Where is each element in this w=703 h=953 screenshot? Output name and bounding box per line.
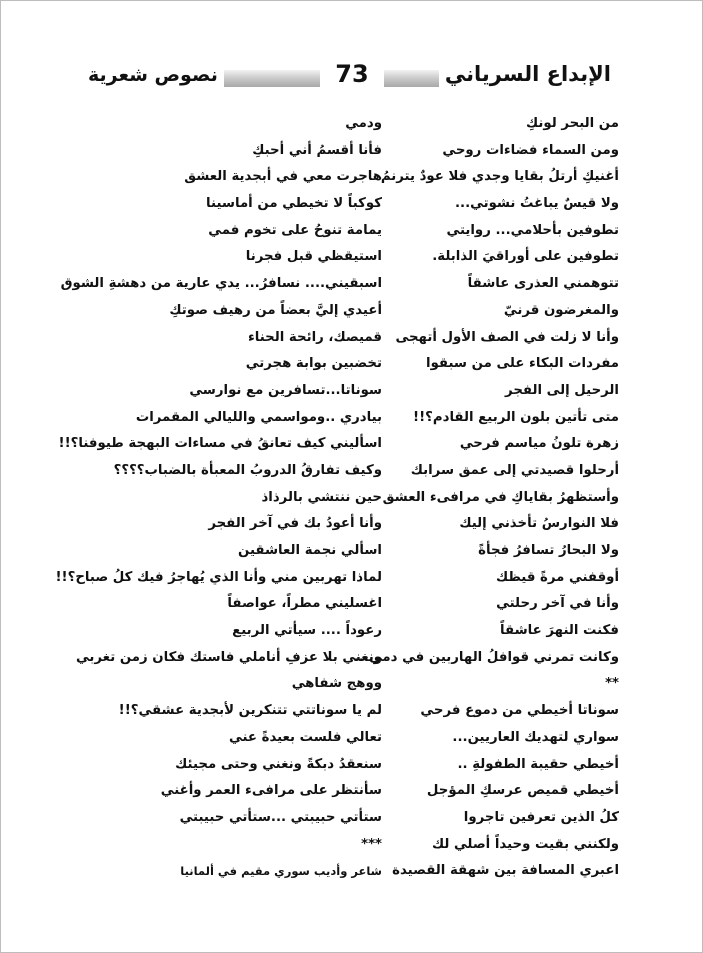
- poem-line: فأنا أقسمُ أني أحبكِ: [252, 142, 382, 158]
- poem-line: وكيف تفارقُ الدروبُ المعبأة بالضباب؟؟؟؟: [113, 462, 382, 478]
- poem-line: ستأتي حبيبتي ...ستأتي حبيبتي: [179, 809, 382, 825]
- poem-line: ووهج شفاهي: [291, 676, 382, 692]
- section-title: نصوص شعرية: [82, 60, 224, 90]
- poem-line: استيقظي قبل فجرنا: [245, 249, 382, 265]
- poem-line: وأنا لا زلت في الصف الأول أتهجى: [395, 329, 619, 345]
- poem-line: وكانت تمرني قوافلُ الهاربين في دمي...: [353, 649, 619, 665]
- poem-line: سواري لتهديك العاريين...: [452, 729, 619, 745]
- poem-line: تطوفين بأحلامي... روايتي: [446, 222, 619, 238]
- poem-line: فكنت النهرَ عاشقاً: [500, 623, 619, 639]
- poem-line: ومن السماء فضاءات روحي: [442, 142, 619, 158]
- poem-line: وأستظهرُ بقاياكِ في مرافىء العشق: [382, 489, 619, 505]
- poem-line: تطوفين على أوراقيَ الذابلة.: [432, 249, 619, 265]
- poem-line: تعالي فلست بعيدةً عني: [229, 729, 382, 745]
- poem-line: أخيطي حقيبة الطفولةِ ..: [457, 756, 619, 772]
- poem-line: لم يا سوناتتي تتنكرين لأبجدية عشقي؟!!: [118, 703, 382, 719]
- poem-line: **: [605, 676, 619, 692]
- poem-line: ودمي: [345, 116, 382, 131]
- poem-line: رعوداً .... سيأتي الربيع: [232, 623, 382, 639]
- poem-line: ونغني بلا عزفِ أناملي فاستك فكان زمن تغربي: [75, 649, 382, 665]
- poem-line: سوناتا أخيطي من دموع فرحي: [420, 703, 619, 719]
- poem-line: سنعقدُ دبكةً ونغني وحتى مجيئك: [175, 756, 382, 772]
- poem-line: اغسليني مطراً، عواصفاً: [227, 596, 382, 612]
- poem-line: اسأليني كيف تعانقُ في مساءات البهجة طيوفنا؟!!: [58, 436, 382, 452]
- poem-line: أخيطي قميص عرسكِ المؤجل: [426, 783, 619, 799]
- poem-line: أغنيكِ أرتلُ بقايا وجدي فلا عودٌ يترنمُ: [380, 169, 619, 185]
- poem-line: ***: [361, 836, 382, 852]
- poem-line: تتوهمني العذرى عاشقاً: [467, 276, 619, 292]
- poem-line: هاجرت معي في أبجدية العشق: [184, 169, 382, 185]
- author-note: شاعر وأديب سوري مقيم في ألمانيا: [180, 864, 382, 879]
- poem-line: سأنتظر على مرافىء العمر وأغني: [160, 783, 382, 799]
- poem-line: تخضبين بوابة هجرتي: [245, 356, 382, 372]
- poem-line: وأنا في آخر رحلتي: [496, 596, 619, 612]
- poem-line: والمغرضون قرنيّ: [503, 302, 619, 318]
- poem-line: اسبقيني.... نسافرُ... يدي عارية من دهشةِ الشوق: [60, 276, 382, 292]
- poem-line: حين ننتشي بالرذاذ: [261, 489, 382, 505]
- poem-line: لماذا تهربين مني وأنا الذي يُهاجرُ فيك كلُ صباح؟!!: [55, 569, 382, 585]
- page-number: 73: [320, 56, 384, 92]
- poem-line: سوناتا...تسافرين مع نوارسي: [189, 382, 382, 398]
- poem-line: اعبري المسافة بين شهقة القصيدة: [392, 863, 619, 879]
- poem-line: مفردات البكاء على من سبقوا: [426, 356, 619, 372]
- poem-line: من البحر لونكِ: [526, 116, 619, 131]
- left-poem-column: [55, 111, 382, 885]
- poem-line: اسألي نجمة العاشقين: [238, 543, 382, 558]
- poem-line: فلا النوارسُ تأخذني إليك: [459, 516, 619, 532]
- poem-line: قميصك، رائحة الحناء: [247, 329, 382, 345]
- poem-line: ولكنني بقيت وحيداً أصلي لك: [431, 836, 619, 852]
- magazine-title: الإبداع السرياني: [439, 56, 617, 92]
- poem-line: زهرة تلونُ مياسم فرحي: [459, 436, 619, 452]
- poem-line: كلُ الذين تعرفين تاجروا: [463, 809, 619, 825]
- poem-line: أعيدي إليَّ بعضاً من رهيف صوتكِ: [169, 302, 382, 318]
- poem-line: يمامة تنوحُ على تخوم فمي: [208, 222, 382, 238]
- poem-line: كوكباً لا تخيطي من أماسينا: [206, 196, 382, 212]
- poem-line: ولا قيسٌ يباغتُ نشوتي...: [454, 196, 619, 212]
- poem-line: ولا البحارُ تسافرُ فجأةً: [478, 543, 619, 558]
- poem-line: بيادري ..ومواسمي والليالي المقمرات: [135, 409, 382, 425]
- poem-line: متى تأتين بلون الربيع القادم؟!!: [413, 409, 619, 425]
- poem-line: وأنا أعودُ بك في آخر الفجر: [208, 516, 382, 532]
- poem-line: أرحلوا قصيدتي إلى عمق سرابك: [410, 462, 619, 478]
- poem-line: الرحيل إلى الفجر: [505, 382, 619, 398]
- poem-line: أوقفني مرةً قيظك: [495, 569, 619, 585]
